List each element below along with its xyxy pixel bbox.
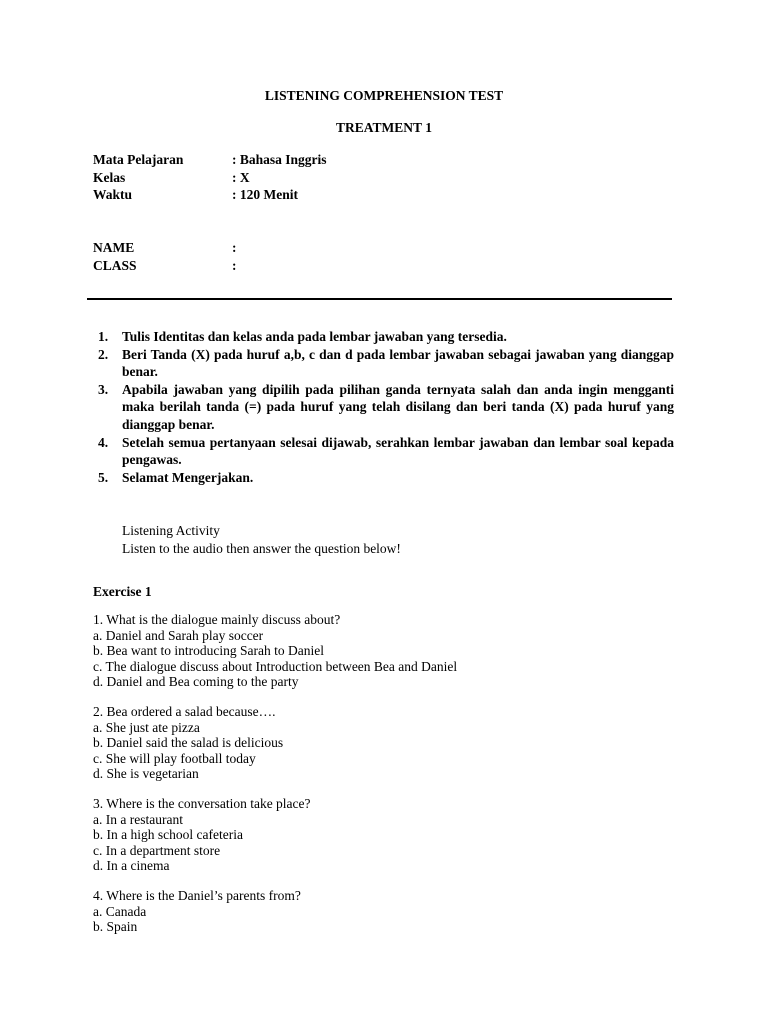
question-block <box>93 888 301 935</box>
instruction-number: 3. <box>98 381 109 397</box>
answer-option: b. Daniel said the salad is delicious <box>93 735 284 751</box>
answer-option: c. In a department store <box>93 842 221 858</box>
answer-option: b. Bea want to introducing Sarah to Daniel <box>93 643 324 659</box>
listening-activity <box>122 522 401 557</box>
instruction-text: Tulis Identitas dan kelas anda pada lembar jawaban yang tersedia. <box>122 329 507 344</box>
exercise-title: Exercise 1 <box>93 584 152 599</box>
info-label: Kelas <box>93 169 126 185</box>
instruction-item <box>93 381 674 434</box>
instruction-item <box>93 328 674 346</box>
question-text: 4. Where is the Daniel’s parents from? <box>93 888 301 903</box>
instruction-number: 5. <box>98 469 109 485</box>
instruction-text: Setelah semua pertanyaan selesai dijawab, serahkan lembar jawaban dan lembar soal kepada pengawas. <box>122 434 674 468</box>
info-value: : Bahasa Inggris <box>232 152 327 167</box>
question-block <box>93 704 283 782</box>
identity-value: : <box>232 240 237 255</box>
question-text: 2. Bea ordered a salad because…. <box>93 704 276 719</box>
question-block <box>93 612 457 690</box>
answer-option: a. Canada <box>93 903 147 919</box>
document-subtitle: TREATMENT 1 <box>336 120 432 135</box>
answer-option: c. The dialogue discuss about Introduction between Bea and Daniel <box>93 658 458 674</box>
identity-label: NAME <box>93 240 135 255</box>
horizontal-divider <box>87 298 672 300</box>
answer-option: a. In a restaurant <box>93 811 183 827</box>
answer-option: d. In a cinema <box>93 858 170 874</box>
question-block <box>93 796 311 874</box>
answer-option: d. She is vegetarian <box>93 766 199 782</box>
info-label: Waktu <box>93 187 133 202</box>
answer-option: c. She will play football today <box>93 750 256 766</box>
activity-instruction: Listen to the audio then answer the question below! <box>122 540 401 556</box>
answer-option: d. Daniel and Bea coming to the party <box>93 674 299 690</box>
answer-option: b. In a high school cafeteria <box>93 827 243 843</box>
identity-label: CLASS <box>93 257 137 273</box>
question-text: 1. What is the dialogue mainly discuss about? <box>93 612 341 627</box>
answer-option: a. She just ate pizza <box>93 719 200 735</box>
instruction-number: 2. <box>98 346 109 362</box>
identity-value: : <box>232 257 237 273</box>
answer-option: b. Spain <box>93 919 138 935</box>
info-value: : 120 Menit <box>232 187 298 202</box>
instruction-item <box>93 434 674 469</box>
answer-option: a. Daniel and Sarah play soccer <box>93 627 264 643</box>
info-label: Mata Pelajaran <box>93 152 184 167</box>
document-title: LISTENING COMPREHENSION TEST <box>264 88 504 103</box>
instruction-number: 4. <box>98 434 109 450</box>
instruction-number: 1. <box>98 329 109 344</box>
question-text: 3. Where is the conversation take place? <box>93 796 311 811</box>
instruction-text: Beri Tanda (X) pada huruf a,b, c dan d pada lembar jawaban sebagai jawaban yang dianggap benar. <box>122 346 674 380</box>
instructions-list <box>93 328 674 486</box>
activity-title: Listening Activity <box>122 523 220 538</box>
info-value: : X <box>232 169 250 185</box>
instruction-text: Selamat Mengerjakan. <box>122 469 254 485</box>
instruction-item <box>93 346 674 381</box>
instruction-text: Apabila jawaban yang dipilih pada pilihan ganda ternyata salah dan anda ingin mengganti maka berilah tanda (=) pada huruf yang telah disilang dan beri tanda (X) pada huruf yang dianggap benar. <box>122 381 674 432</box>
instruction-item <box>93 469 674 487</box>
